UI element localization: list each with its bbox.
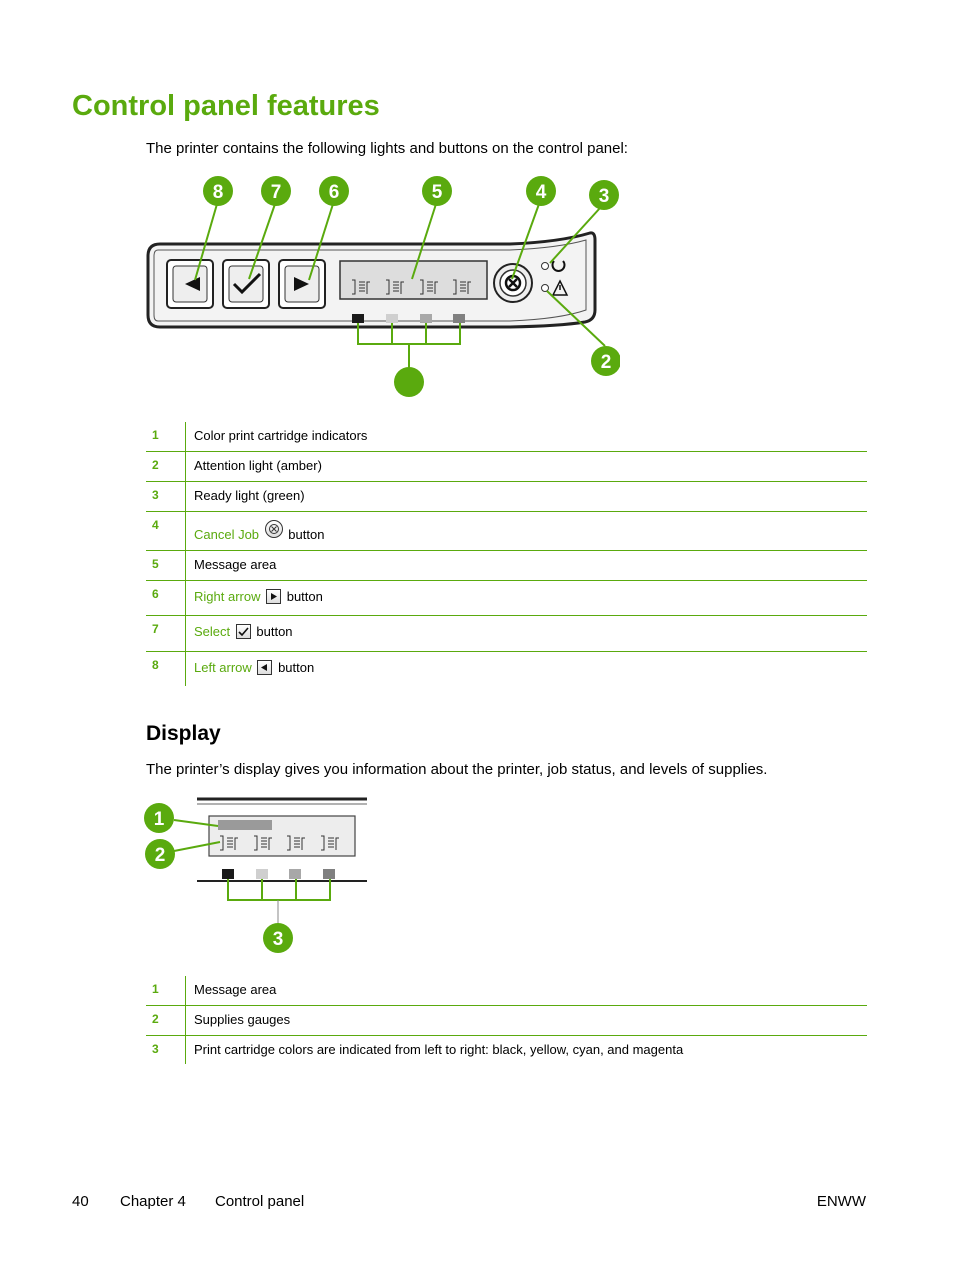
svg-text:2: 2 xyxy=(154,845,166,866)
svg-text:6: 6 xyxy=(328,182,340,203)
select-button xyxy=(223,260,269,308)
svg-text:1: 1 xyxy=(153,809,165,830)
display-legend-table xyxy=(146,976,867,1064)
display-intro-text: The printer’s display gives you information about the printer, job status, and levels of supplies. xyxy=(146,761,768,778)
callout-2 xyxy=(591,346,620,376)
svg-text:3: 3 xyxy=(272,929,284,950)
table-row: 5 Message area xyxy=(146,550,867,580)
footer-page-number: 40 xyxy=(72,1193,89,1210)
left-arrow-link[interactable]: Left arrow xyxy=(194,659,252,675)
display-heading: Display xyxy=(146,722,221,745)
table-row: 6 Right arrow button xyxy=(146,580,867,615)
intro-text: The printer contains the following lights and buttons on the control panel: xyxy=(146,140,628,157)
footer-locale: ENWW xyxy=(816,1193,866,1210)
svg-text:5: 5 xyxy=(431,182,443,203)
table-row: 2 Attention light (amber) xyxy=(146,451,867,481)
left-arrow-icon xyxy=(257,660,272,675)
display-callout-3 xyxy=(263,923,293,953)
page-title: Control panel features xyxy=(72,90,380,122)
display-callout-1 xyxy=(144,803,174,833)
table-row: 7 Select button xyxy=(146,615,867,651)
cancel-job-link[interactable]: Cancel Job xyxy=(194,526,260,542)
message-area xyxy=(340,261,487,299)
svg-text:4: 4 xyxy=(535,182,547,203)
svg-text:3: 3 xyxy=(598,186,610,207)
table-row: 2 Supplies gauges xyxy=(146,1005,867,1035)
left-arrow-button xyxy=(167,260,213,308)
attention-light xyxy=(542,285,549,292)
callout-8 xyxy=(203,176,233,206)
table-row: 4 Cancel Job button xyxy=(146,511,867,550)
control-panel-illustration xyxy=(140,170,620,400)
callout-3 xyxy=(589,180,619,210)
footer-chapter: Chapter 4 xyxy=(120,1193,186,1210)
cancel-job-button xyxy=(494,264,532,302)
table-row: 3 Ready light (green) xyxy=(146,481,867,511)
svg-text:8: 8 xyxy=(212,182,224,203)
callout-7 xyxy=(261,176,291,206)
table-row: 1 Color print cartridge indicators xyxy=(146,422,867,451)
callout-6 xyxy=(319,176,349,206)
message-bar xyxy=(218,820,272,830)
select-link[interactable]: Select xyxy=(194,623,231,639)
display-callout-2 xyxy=(145,839,175,869)
right-arrow-link[interactable]: Right arrow xyxy=(194,588,261,604)
control-panel-legend-table xyxy=(146,422,867,686)
right-arrow-icon xyxy=(266,589,281,604)
ready-light xyxy=(542,263,549,270)
callout-1 xyxy=(394,367,424,397)
display-illustration xyxy=(140,795,380,955)
select-check-icon xyxy=(236,624,251,639)
right-arrow-button xyxy=(279,260,325,308)
footer-section: Control panel xyxy=(215,1193,305,1210)
display-cartridge-indicators xyxy=(222,869,335,879)
table-row: 3 Print cartridge colors are indicated from left to right: black, yellow, cyan, and magenta xyxy=(146,1035,867,1064)
cancel-job-icon xyxy=(265,520,283,538)
callout-5 xyxy=(422,176,452,206)
svg-text:7: 7 xyxy=(270,182,282,203)
table-row: 8 Left arrow button xyxy=(146,651,867,686)
callout-4 xyxy=(526,176,556,206)
table-row: 1 Message area xyxy=(146,976,867,1005)
svg-text:2: 2 xyxy=(600,352,612,373)
